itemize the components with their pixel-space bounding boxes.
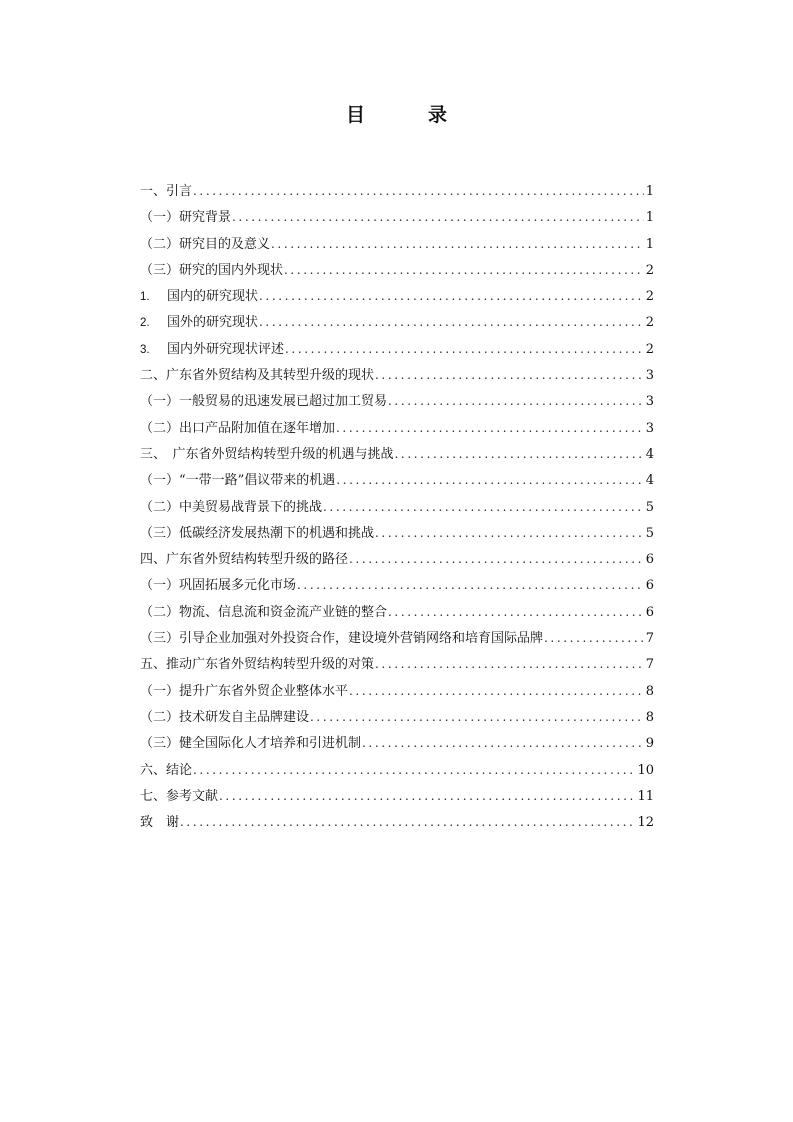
toc-entry-page-number: 9 <box>645 736 654 752</box>
toc-entry[interactable] <box>140 627 654 653</box>
toc-entry-page-number: 2 <box>645 341 654 357</box>
toc-entry[interactable] <box>140 522 654 548</box>
toc-entry-page-number: 4 <box>645 446 654 462</box>
toc-entry-title: （二）技术研发自主品牌建设 <box>140 709 310 725</box>
toc-entry-page-number: 6 <box>645 552 654 568</box>
toc-entry-title: （二）出口产品附加值在逐年增加 <box>140 420 336 436</box>
dot-leader <box>349 552 644 566</box>
dot-leader <box>349 684 644 698</box>
toc-entry-page-number: 3 <box>645 420 654 436</box>
toc-entry-page-number: 2 <box>645 262 654 278</box>
toc-entry[interactable] <box>140 364 654 390</box>
toc-entry[interactable] <box>140 311 654 337</box>
toc-entry-title: （三）低碳经济发展热潮下的机遇和挑战 <box>140 525 375 541</box>
toc-entry-page-number: 5 <box>645 499 654 515</box>
toc-entry-page-number: 3 <box>645 394 654 410</box>
dot-leader <box>388 605 644 619</box>
dot-leader <box>297 578 644 592</box>
toc-entry-page-number: 11 <box>637 788 654 804</box>
toc-entry-page-number: 1 <box>645 210 654 226</box>
dot-leader <box>336 473 643 487</box>
toc-entry[interactable] <box>140 785 654 811</box>
toc-entry-title: （一）研究背景 <box>140 210 232 226</box>
dot-leader <box>259 315 644 329</box>
toc-entry-title: （三）引导企业加强对外投资合作，建设境外营销网络和培育国际品牌 <box>140 631 544 647</box>
toc-entry[interactable] <box>140 180 654 206</box>
toc-entry-title: 七、参考文献 <box>140 788 219 804</box>
toc-entry-number: 1. <box>140 291 150 304</box>
toc-entry-title: （三）研究的国内外现状 <box>140 262 284 278</box>
dot-leader <box>310 710 644 724</box>
toc-entry[interactable] <box>140 759 654 785</box>
toc-entry-title: 国外的研究现状 <box>167 315 259 331</box>
dot-leader <box>388 394 644 408</box>
dot-leader <box>193 763 635 777</box>
toc-entry-number: 2. <box>140 317 150 330</box>
toc-entry-title: （一）巩固拓展多元化市场 <box>140 578 297 594</box>
toc-entry-title: （二）物流、信息流和资金流产业链的整合 <box>140 604 388 620</box>
toc-entry[interactable] <box>140 390 654 416</box>
dot-leader <box>375 368 644 382</box>
dot-leader <box>259 289 644 303</box>
toc-entry-page-number: 6 <box>645 578 654 594</box>
dot-leader <box>193 184 644 198</box>
toc-entry[interactable] <box>140 548 654 574</box>
toc-entry[interactable] <box>140 601 654 627</box>
dot-leader <box>395 447 644 461</box>
toc-entry[interactable] <box>140 206 654 232</box>
toc-entry-page-number: 10 <box>637 762 654 778</box>
toc-entry[interactable] <box>140 259 654 285</box>
toc-entry-title: 六、结论 <box>140 762 193 778</box>
toc-entry[interactable] <box>140 574 654 600</box>
page-title: 目 录 <box>345 104 469 126</box>
toc-entry-title: 三、 广东省外贸结构转型升级的机遇与挑战 <box>140 446 394 462</box>
toc-entry-page-number: 2 <box>645 289 654 305</box>
toc-entry-title: （三）健全国际化人才培养和引进机制 <box>140 736 362 752</box>
toc-entry-title: （二）中美贸易战背景下的挑战 <box>140 499 323 515</box>
toc-entry-title: 四、广东省外贸结构转型升级的路径 <box>140 552 349 568</box>
toc-entry-page-number: 8 <box>645 683 654 699</box>
dot-leader <box>271 237 644 251</box>
toc-entry-title: （一）提升广东省外贸企业整体水平 <box>140 683 349 699</box>
dot-leader <box>544 631 644 645</box>
dot-leader <box>232 210 644 224</box>
toc-entry[interactable] <box>140 443 654 469</box>
toc-entry[interactable] <box>140 706 654 732</box>
toc-entry-page-number: 8 <box>645 709 654 725</box>
dot-leader <box>336 421 644 435</box>
toc-entry[interactable] <box>140 811 654 837</box>
toc-entry-title: 致 谢 <box>140 815 180 831</box>
toc-entry[interactable] <box>140 653 654 679</box>
toc-entry-title: （一）“一带一路”倡议带来的机遇 <box>140 473 336 489</box>
dot-leader <box>375 657 644 671</box>
toc-entry-page-number: 7 <box>645 657 654 673</box>
toc-entry-title: （一）一般贸易的迅速发展已超过加工贸易 <box>140 394 388 410</box>
toc-entry[interactable] <box>140 469 654 495</box>
toc-entry[interactable] <box>140 233 654 259</box>
toc-entry[interactable] <box>140 680 654 706</box>
dot-leader <box>219 789 635 803</box>
toc-entry[interactable] <box>140 496 654 522</box>
toc-entry-title: 国内外研究现状评述 <box>167 341 285 357</box>
toc-entry-page-number: 3 <box>645 368 654 384</box>
dot-leader <box>180 815 635 829</box>
toc-entry-page-number: 5 <box>645 525 654 541</box>
toc-entry[interactable] <box>140 338 654 364</box>
dot-leader <box>375 526 644 540</box>
toc-entry-title: 五、推动广东省外贸结构转型升级的对策 <box>140 657 375 673</box>
toc-entry[interactable] <box>140 285 654 311</box>
toc-entry[interactable] <box>140 732 654 758</box>
toc-entry-title: 国内的研究现状 <box>167 289 259 305</box>
toc-entry-title: 一、引言 <box>140 184 193 199</box>
toc-entry-page-number: 4 <box>645 473 654 489</box>
toc-entry-page-number: 7 <box>645 631 654 647</box>
toc-entry-page-number: 6 <box>645 604 654 620</box>
toc-entry-page-number: 12 <box>637 815 654 831</box>
toc-entry-page-number: 2 <box>645 315 654 331</box>
dot-leader <box>284 263 644 277</box>
toc-entry-title: （二）研究目的及意义 <box>140 236 271 252</box>
toc-entry-number: 3. <box>140 343 150 356</box>
table-of-contents <box>140 180 654 837</box>
toc-entry-page-number: 1 <box>645 236 654 252</box>
toc-entry-page-number: 1 <box>645 184 654 199</box>
toc-entry-title: 二、广东省外贸结构及其转型升级的现状 <box>140 368 375 384</box>
dot-leader <box>323 500 644 514</box>
dot-leader <box>285 342 644 356</box>
dot-leader <box>362 736 644 750</box>
toc-entry[interactable] <box>140 417 654 443</box>
